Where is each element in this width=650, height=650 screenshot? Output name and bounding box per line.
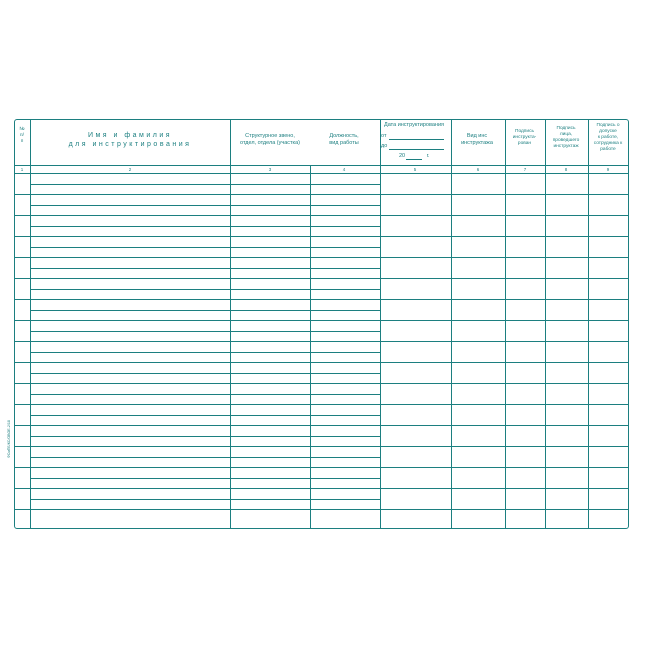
header-col-5-to: до [381,143,388,149]
column-number-8: 8 [564,167,568,172]
header-col-6-line-2: инструктажа [461,140,493,146]
column-number-2: 2 [128,167,132,172]
header-col-9-line-3: к работе, [597,135,619,140]
header-col-9-line-1: Подпись о [596,123,620,128]
date-year-underline [406,159,422,160]
header-bottom-line [14,165,629,166]
header-col-8-line-3: проведшего [552,138,580,143]
side-note: ФСмПБ/КС/ОВОЕ-2/18 [7,420,11,458]
row-line [14,467,629,468]
header-col-6-line-1: Вид инс [466,133,488,139]
header-col-1-line-3: п [20,139,24,144]
column-number-1: 1 [20,167,24,172]
header-col-8-line-2: лица, [559,132,573,137]
row-subline [30,226,380,227]
column-number-4: 4 [342,167,346,172]
row-line [14,320,629,321]
header-col-7-line-3: рован [517,141,532,146]
header-col-9 [588,123,628,153]
header-col-9-line-4: сотрудника к [593,141,623,146]
row-line [14,383,629,384]
row-subline [30,436,380,437]
header-col-1-line-2: п/ [20,133,24,138]
column-number-6: 6 [476,167,480,172]
header-col-4-line-1: Должность, [329,133,359,139]
date-to-underline [389,149,444,150]
row-subline [30,499,380,500]
column-number-3: 3 [268,167,272,172]
header-col-2 [30,131,230,149]
row-subline [30,310,380,311]
column-number-7: 7 [523,167,527,172]
date-from-underline [389,139,444,140]
header-col-9-line-5: работе [600,147,616,152]
header-col-5-from: от [381,133,387,139]
header-col-3-line-1: Структурное звено, [245,133,295,139]
row-subline [30,373,380,374]
header-col-8 [545,126,587,150]
header-col-1-line-1: № [19,127,25,132]
row-line [14,299,629,300]
row-subline [30,247,380,248]
row-line [14,278,629,279]
row-subline [30,478,380,479]
header-col-2-line-1: Имя и фамилия [87,132,173,139]
header-col-3-line-2: отдел, отдела (участка) [240,140,300,146]
header-col-8-line-4: инструктаж [553,144,579,149]
header-col-5-title: Дата инструктирования [383,122,445,128]
column-line-3-4 [310,165,311,529]
row-line [14,509,629,510]
row-line [14,404,629,405]
header-col-4-line-2: вид работы [329,140,359,146]
row-subline [30,415,380,416]
row-subline [30,352,380,353]
column-number-5: 5 [413,167,417,172]
row-subline [30,289,380,290]
row-line [14,257,629,258]
header-col-6 [451,133,503,147]
row-subline [30,184,380,185]
row-line [14,236,629,237]
header-col-4 [310,133,378,147]
row-subline [30,394,380,395]
row-line [14,362,629,363]
header-col-2-line-2: для инструктирования [68,141,192,148]
row-line [14,341,629,342]
row-line [14,425,629,426]
column-number-line [14,173,629,174]
header-col-7-line-2: инструкта- [512,135,537,140]
header-col-5-year-suffix: г. [426,153,430,159]
header-col-7-line-1: Подпись [515,129,534,134]
row-subline [30,205,380,206]
header-col-9-line-2: допуске [599,129,617,134]
header-col-5-year: 20 [398,153,406,159]
row-line [14,215,629,216]
row-line [14,446,629,447]
header-col-3 [230,133,310,147]
header-col-1 [14,127,30,145]
row-line [14,194,629,195]
row-subline [30,268,380,269]
row-subline [30,457,380,458]
row-line [14,488,629,489]
row-subline [30,331,380,332]
header-col-8-line-1: Подпись [556,126,576,131]
header-col-7 [505,129,544,147]
column-number-9: 9 [606,167,610,172]
